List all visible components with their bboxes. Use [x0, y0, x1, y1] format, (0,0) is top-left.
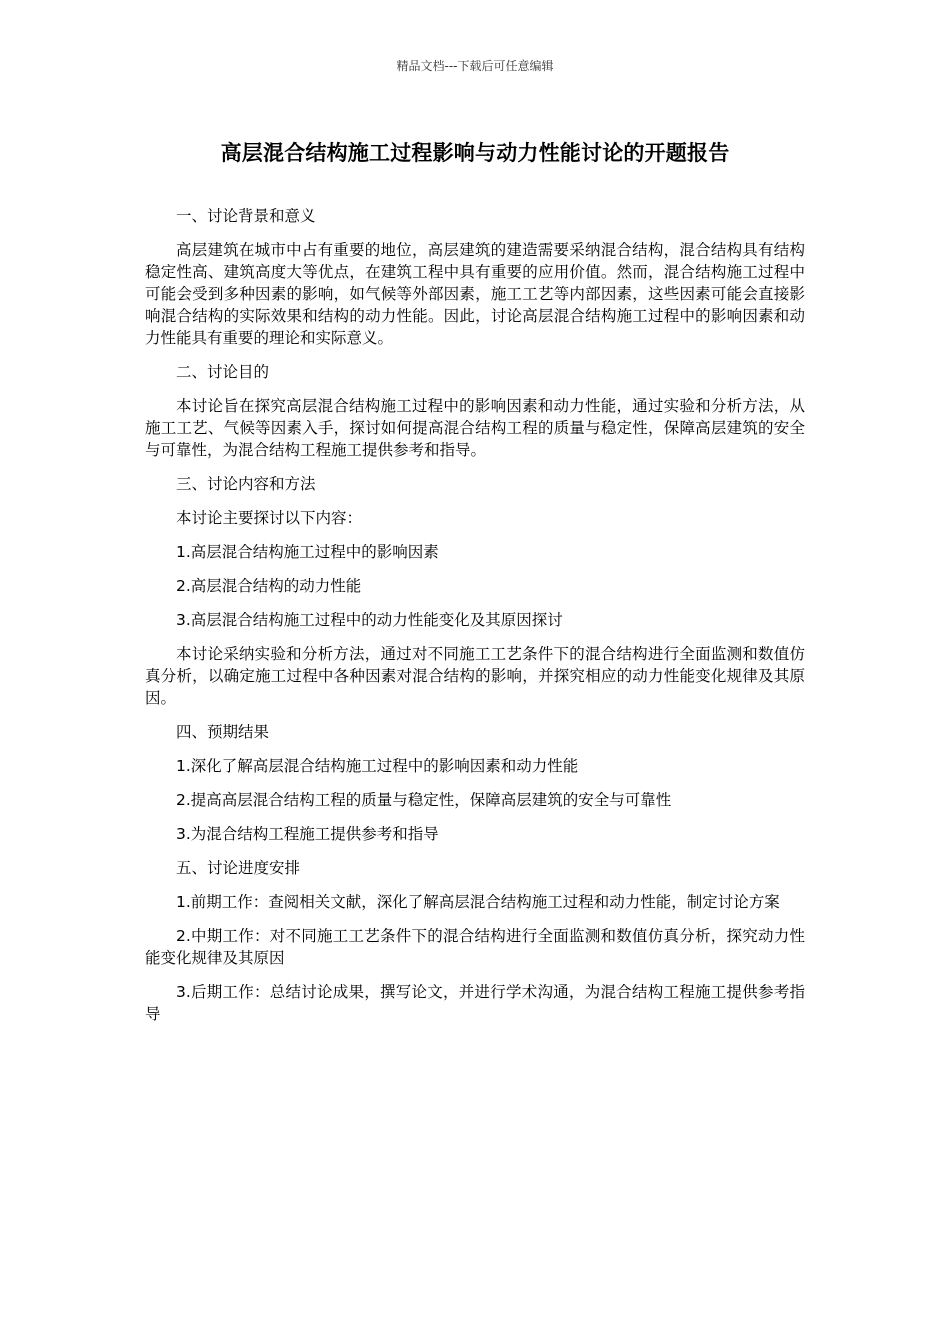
- list-item-result-2: 2.提高高层混合结构工程的质量与稳定性，保障高层建筑的安全与可靠性: [176, 791, 672, 809]
- section-heading-schedule: 五、讨论进度安排: [176, 859, 301, 877]
- section-heading-purpose: 二、讨论目的: [176, 363, 270, 381]
- list-item-content-3: 3.高层混合结构施工过程中的动力性能变化及其原因探讨: [176, 611, 563, 629]
- list-item-result-1: 1.深化了解高层混合结构施工过程中的影响因素和动力性能: [176, 757, 579, 775]
- paragraph-method: 本讨论采纳实验和分析方法，通过对不同施工工艺条件下的混合结构进行全面监测和数值仿真分析，以确定施工过程中各种因素对混合结构的影响，并探究相应的动力性能变化规律及其原因。: [145, 645, 805, 707]
- list-item-schedule-3: 3.后期工作：总结讨论成果，撰写论文，并进行学术沟通，为混合结构工程施工提供参考指导: [145, 983, 805, 1023]
- list-item-schedule-1: 1.前期工作：查阅相关文献，深化了解高层混合结构施工过程和动力性能，制定讨论方案: [176, 893, 780, 911]
- list-item-content-1: 1.高层混合结构施工过程中的影响因素: [176, 543, 439, 561]
- paragraph-background: 高层建筑在城市中占有重要的地位，高层建筑的建造需要采纳混合结构，混合结构具有结构稳定性高、建筑高度大等优点，在建筑工程中具有重要的应用价值。然而，混合结构施工过程中可能会受到多种因素的影响，如气候等外部因素，施工工艺等内部因素，这些因素可能会直接影响混合结构的实际效果和结构的动力性能。因此，讨论高层混合结构施工过程中的影响因素和动力性能具有重要的理论和实际意义。: [145, 241, 805, 347]
- section-heading-background: 一、讨论背景和意义: [176, 207, 316, 225]
- paragraph-content-intro: 本讨论主要探讨以下内容：: [176, 509, 363, 527]
- header-note: 精品文档---下载后可任意编辑: [396, 59, 554, 73]
- document-body: [145, 205, 805, 1037]
- section-heading-content-method: 三、讨论内容和方法: [176, 475, 316, 493]
- list-item-schedule-2: 2.中期工作：对不同施工工艺条件下的混合结构进行全面监测和数值仿真分析，探究动力性能变化规律及其原因: [145, 927, 805, 967]
- list-item-result-3: 3.为混合结构工程施工提供参考和指导: [176, 825, 439, 843]
- document-title: 高层混合结构施工过程影响与动力性能讨论的开题报告: [220, 141, 730, 165]
- section-heading-expected-results: 四、预期结果: [176, 723, 270, 741]
- paragraph-purpose: 本讨论旨在探究高层混合结构施工过程中的影响因素和动力性能，通过实验和分析方法，从施工工艺、气候等因素入手，探讨如何提高混合结构工程的质量与稳定性，保障高层建筑的安全与可靠性，为混合结构工程施工提供参考和指导。: [145, 397, 805, 459]
- list-item-content-2: 2.高层混合结构的动力性能: [176, 577, 362, 595]
